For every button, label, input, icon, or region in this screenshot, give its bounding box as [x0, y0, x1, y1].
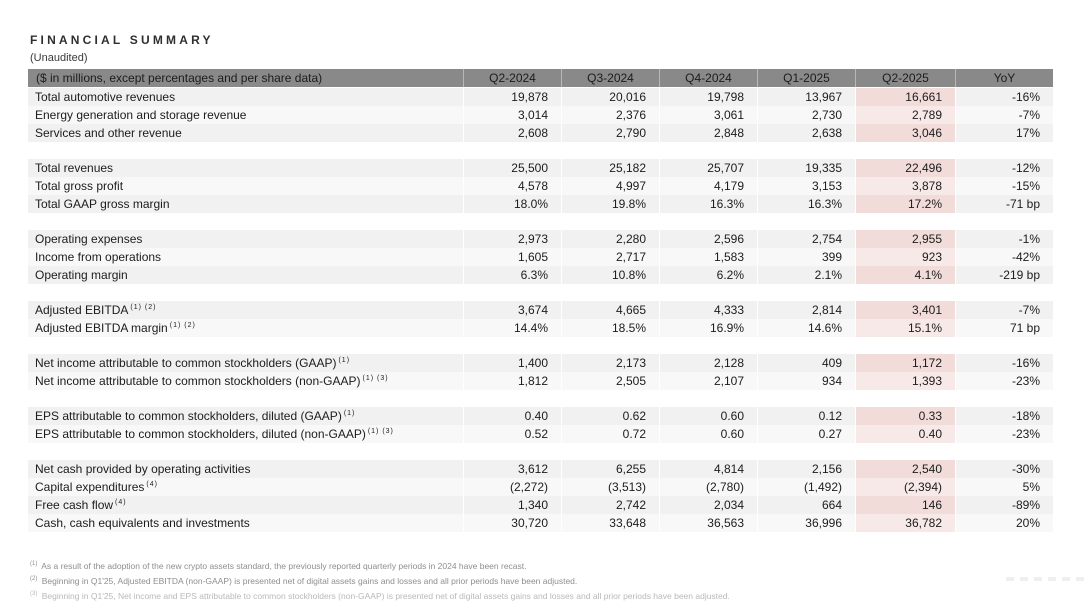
value-cell-highlight: 4.1%: [855, 266, 955, 284]
value-cell: 2,814: [757, 301, 855, 319]
page-subtitle: (Unaudited): [30, 52, 88, 64]
table-row: [28, 159, 1053, 177]
value-cell: 3,061: [659, 106, 757, 124]
table-row: [28, 478, 1053, 496]
value-cell: 2,730: [757, 106, 855, 124]
value-cell-highlight: 146: [855, 496, 955, 514]
value-cell: 1,812: [463, 372, 561, 390]
value-cell: 2,280: [561, 230, 659, 248]
value-cell: 3,674: [463, 301, 561, 319]
table-row: [28, 372, 1053, 390]
value-cell: 1,340: [463, 496, 561, 514]
table-row: [28, 301, 1053, 319]
row-label: Total gross profit: [28, 177, 463, 195]
value-cell: 0.12: [757, 407, 855, 425]
table-body: [28, 88, 1053, 532]
column-header-q3-2024: Q3-2024: [561, 69, 659, 87]
table-row: [28, 177, 1053, 195]
footnote-reference: (1): [338, 357, 351, 364]
row-label: Adjusted EBITDA margin $^{(1) (2)}$: [28, 319, 463, 337]
row-label: Cash, cash equivalents and investments: [28, 514, 463, 532]
yoy-cell: -7%: [955, 106, 1053, 124]
value-cell: 19,878: [463, 88, 561, 106]
section-spacer: [28, 213, 1053, 230]
yoy-cell: -89%: [955, 496, 1053, 514]
value-cell: 36,996: [757, 514, 855, 532]
value-cell: 4,333: [659, 301, 757, 319]
value-cell: 4,578: [463, 177, 561, 195]
value-cell: 2,156: [757, 460, 855, 478]
value-cell: 2,128: [659, 354, 757, 372]
value-cell: 0.60: [659, 425, 757, 443]
footnote-reference: (1) (3): [367, 428, 394, 435]
value-cell: 19,798: [659, 88, 757, 106]
value-cell: 2,173: [561, 354, 659, 372]
value-cell-highlight: 2,789: [855, 106, 955, 124]
value-cell-highlight: 1,172: [855, 354, 955, 372]
value-cell: 1,583: [659, 248, 757, 266]
value-cell-highlight: 17.2%: [855, 195, 955, 213]
value-cell-highlight: 3,046: [855, 124, 955, 142]
value-cell-highlight: 15.1%: [855, 319, 955, 337]
value-cell: 18.5%: [561, 319, 659, 337]
value-cell-highlight: 16,661: [855, 88, 955, 106]
row-label: Income from operations: [28, 248, 463, 266]
value-cell-highlight: (2,394): [855, 478, 955, 496]
footnote-reference: (1) (2): [130, 304, 157, 311]
yoy-cell: -18%: [955, 407, 1053, 425]
footnote-reference: (1) (2): [169, 322, 196, 329]
table-header-label: ($ in millions, except percentages and per share data): [36, 71, 323, 85]
value-cell: 3,014: [463, 106, 561, 124]
value-cell: 19,335: [757, 159, 855, 177]
footnote-3: $^{(3)}$ Beginning in Q1'25, Net income and EPS attributable to common stockholders (non-GAAP) is presented net of digital assets gains and losses and all prior periods have been adjusted.: [30, 590, 730, 601]
row-label: EPS attributable to common stockholders, diluted (non-GAAP) $^{(1) (3)}$: [28, 425, 463, 443]
yoy-cell: -12%: [955, 159, 1053, 177]
yoy-cell: -219 bp: [955, 266, 1053, 284]
value-cell: 25,182: [561, 159, 659, 177]
yoy-cell: -71 bp: [955, 195, 1053, 213]
value-cell: 2,505: [561, 372, 659, 390]
table-row: [28, 195, 1053, 213]
value-cell: 2,107: [659, 372, 757, 390]
table-row: [28, 106, 1053, 124]
value-cell: 3,153: [757, 177, 855, 195]
row-label: EPS attributable to common stockholders, diluted (GAAP) $^{(1)}$: [28, 407, 463, 425]
value-cell: 2,754: [757, 230, 855, 248]
footnote-2: $^{(2)}$ Beginning in Q1'25, Adjusted EBITDA (non-GAAP) is presented net of digital assets gains and losses and all prior periods have been adjusted.: [30, 575, 578, 586]
value-cell: 0.40: [463, 407, 561, 425]
row-label: Operating expenses: [28, 230, 463, 248]
value-cell: 14.4%: [463, 319, 561, 337]
footnote-reference: (4): [115, 499, 127, 506]
footnotes: [30, 558, 1030, 602]
yoy-cell: 5%: [955, 478, 1053, 496]
value-cell: 2,973: [463, 230, 561, 248]
row-label: Capital expenditures $^{(4)}$: [28, 478, 463, 496]
footnote-reference: (1) (3): [362, 375, 389, 382]
value-cell: 13,967: [757, 88, 855, 106]
value-cell: 16.3%: [659, 195, 757, 213]
value-cell-highlight: 1,393: [855, 372, 955, 390]
value-cell: 0.60: [659, 407, 757, 425]
value-cell: 36,563: [659, 514, 757, 532]
table-row: [28, 230, 1053, 248]
table-row: [28, 248, 1053, 266]
yoy-cell: 71 bp: [955, 319, 1053, 337]
yoy-cell: -30%: [955, 460, 1053, 478]
value-cell-highlight: 36,782: [855, 514, 955, 532]
yoy-cell: -42%: [955, 248, 1053, 266]
value-cell: 1,605: [463, 248, 561, 266]
value-cell: 0.27: [757, 425, 855, 443]
value-cell: 4,814: [659, 460, 757, 478]
faint-page-marks: [1006, 577, 1084, 581]
value-cell: 409: [757, 354, 855, 372]
value-cell: (2,780): [659, 478, 757, 496]
yoy-cell: 17%: [955, 124, 1053, 142]
section-spacer: [28, 142, 1053, 159]
value-cell: 2,790: [561, 124, 659, 142]
value-cell: 20,016: [561, 88, 659, 106]
value-cell: 1,400: [463, 354, 561, 372]
section-spacer: [28, 284, 1053, 301]
value-cell-highlight: 923: [855, 248, 955, 266]
value-cell: 33,648: [561, 514, 659, 532]
table-row: [28, 496, 1053, 514]
column-header-q1-2025: Q1-2025: [757, 69, 855, 87]
financial-summary-table: [28, 69, 1053, 532]
value-cell: 19.8%: [561, 195, 659, 213]
value-cell: 2,376: [561, 106, 659, 124]
value-cell-highlight: 2,540: [855, 460, 955, 478]
row-label: Operating margin: [28, 266, 463, 284]
value-cell: 16.9%: [659, 319, 757, 337]
value-cell: 0.52: [463, 425, 561, 443]
column-header-yoy: YoY: [955, 69, 1053, 87]
value-cell: 399: [757, 248, 855, 266]
table-row: [28, 407, 1053, 425]
value-cell: 2,034: [659, 496, 757, 514]
yoy-cell: -15%: [955, 177, 1053, 195]
row-label: Total revenues: [28, 159, 463, 177]
value-cell: (1,492): [757, 478, 855, 496]
column-header-q2-2025: Q2-2025: [855, 69, 955, 87]
value-cell: 2,848: [659, 124, 757, 142]
value-cell: 2,717: [561, 248, 659, 266]
value-cell: 2,638: [757, 124, 855, 142]
row-label: Adjusted EBITDA $^{(1) (2)}$: [28, 301, 463, 319]
table-row: [28, 354, 1053, 372]
value-cell: 664: [757, 496, 855, 514]
column-header-q2-2024: Q2-2024: [463, 69, 561, 87]
section-spacer: [28, 337, 1053, 354]
value-cell: (3,513): [561, 478, 659, 496]
row-label: Free cash flow $^{(4)}$: [28, 496, 463, 514]
footnote-1: $^{(1)}$ As a result of the adoption of the new crypto assets standard, the previously reported quarterly periods in 2024 have been recast.: [30, 560, 527, 571]
yoy-cell: -16%: [955, 354, 1053, 372]
row-label: Total GAAP gross margin: [28, 195, 463, 213]
table-row: [28, 425, 1053, 443]
value-cell: 14.6%: [757, 319, 855, 337]
value-cell: 25,707: [659, 159, 757, 177]
value-cell: 6.2%: [659, 266, 757, 284]
yoy-cell: -16%: [955, 88, 1053, 106]
value-cell: (2,272): [463, 478, 561, 496]
footnote-reference: (1): [343, 410, 356, 417]
value-cell: 0.62: [561, 407, 659, 425]
row-label: Total automotive revenues: [28, 88, 463, 106]
value-cell: 4,665: [561, 301, 659, 319]
row-label: Net income attributable to common stockholders (non-GAAP) $^{(1) (3)}$: [28, 372, 463, 390]
value-cell: 25,500: [463, 159, 561, 177]
value-cell: 6.3%: [463, 266, 561, 284]
row-label: Net income attributable to common stockholders (GAAP) $^{(1)}$: [28, 354, 463, 372]
row-label: Energy generation and storage revenue: [28, 106, 463, 124]
value-cell: 18.0%: [463, 195, 561, 213]
table-header-row: [28, 69, 1053, 88]
value-cell: 16.3%: [757, 195, 855, 213]
row-label: Net cash provided by operating activities: [28, 460, 463, 478]
value-cell: 30,720: [463, 514, 561, 532]
yoy-cell: -1%: [955, 230, 1053, 248]
value-cell: 4,179: [659, 177, 757, 195]
section-spacer: [28, 443, 1053, 460]
value-cell: 2,596: [659, 230, 757, 248]
value-cell-highlight: 0.33: [855, 407, 955, 425]
value-cell: 4,997: [561, 177, 659, 195]
table-row: [28, 460, 1053, 478]
value-cell-highlight: 22,496: [855, 159, 955, 177]
yoy-cell: -23%: [955, 372, 1053, 390]
value-cell: 3,612: [463, 460, 561, 478]
value-cell-highlight: 3,401: [855, 301, 955, 319]
yoy-cell: -7%: [955, 301, 1053, 319]
value-cell: 2,608: [463, 124, 561, 142]
value-cell: 2,742: [561, 496, 659, 514]
value-cell-highlight: 2,955: [855, 230, 955, 248]
row-label: Services and other revenue: [28, 124, 463, 142]
table-row: [28, 88, 1053, 106]
table-row: [28, 266, 1053, 284]
value-cell: 10.8%: [561, 266, 659, 284]
section-spacer: [28, 390, 1053, 407]
value-cell: 0.72: [561, 425, 659, 443]
value-cell: 934: [757, 372, 855, 390]
table-row: [28, 514, 1053, 532]
value-cell-highlight: 0.40: [855, 425, 955, 443]
column-header-q4-2024: Q4-2024: [659, 69, 757, 87]
value-cell: 2.1%: [757, 266, 855, 284]
footnote-reference: (4): [146, 481, 158, 488]
table-row: [28, 124, 1053, 142]
yoy-cell: -23%: [955, 425, 1053, 443]
yoy-cell: 20%: [955, 514, 1053, 532]
table-row: [28, 319, 1053, 337]
page-title: FINANCIAL SUMMARY: [30, 33, 214, 47]
value-cell-highlight: 3,878: [855, 177, 955, 195]
value-cell: 6,255: [561, 460, 659, 478]
